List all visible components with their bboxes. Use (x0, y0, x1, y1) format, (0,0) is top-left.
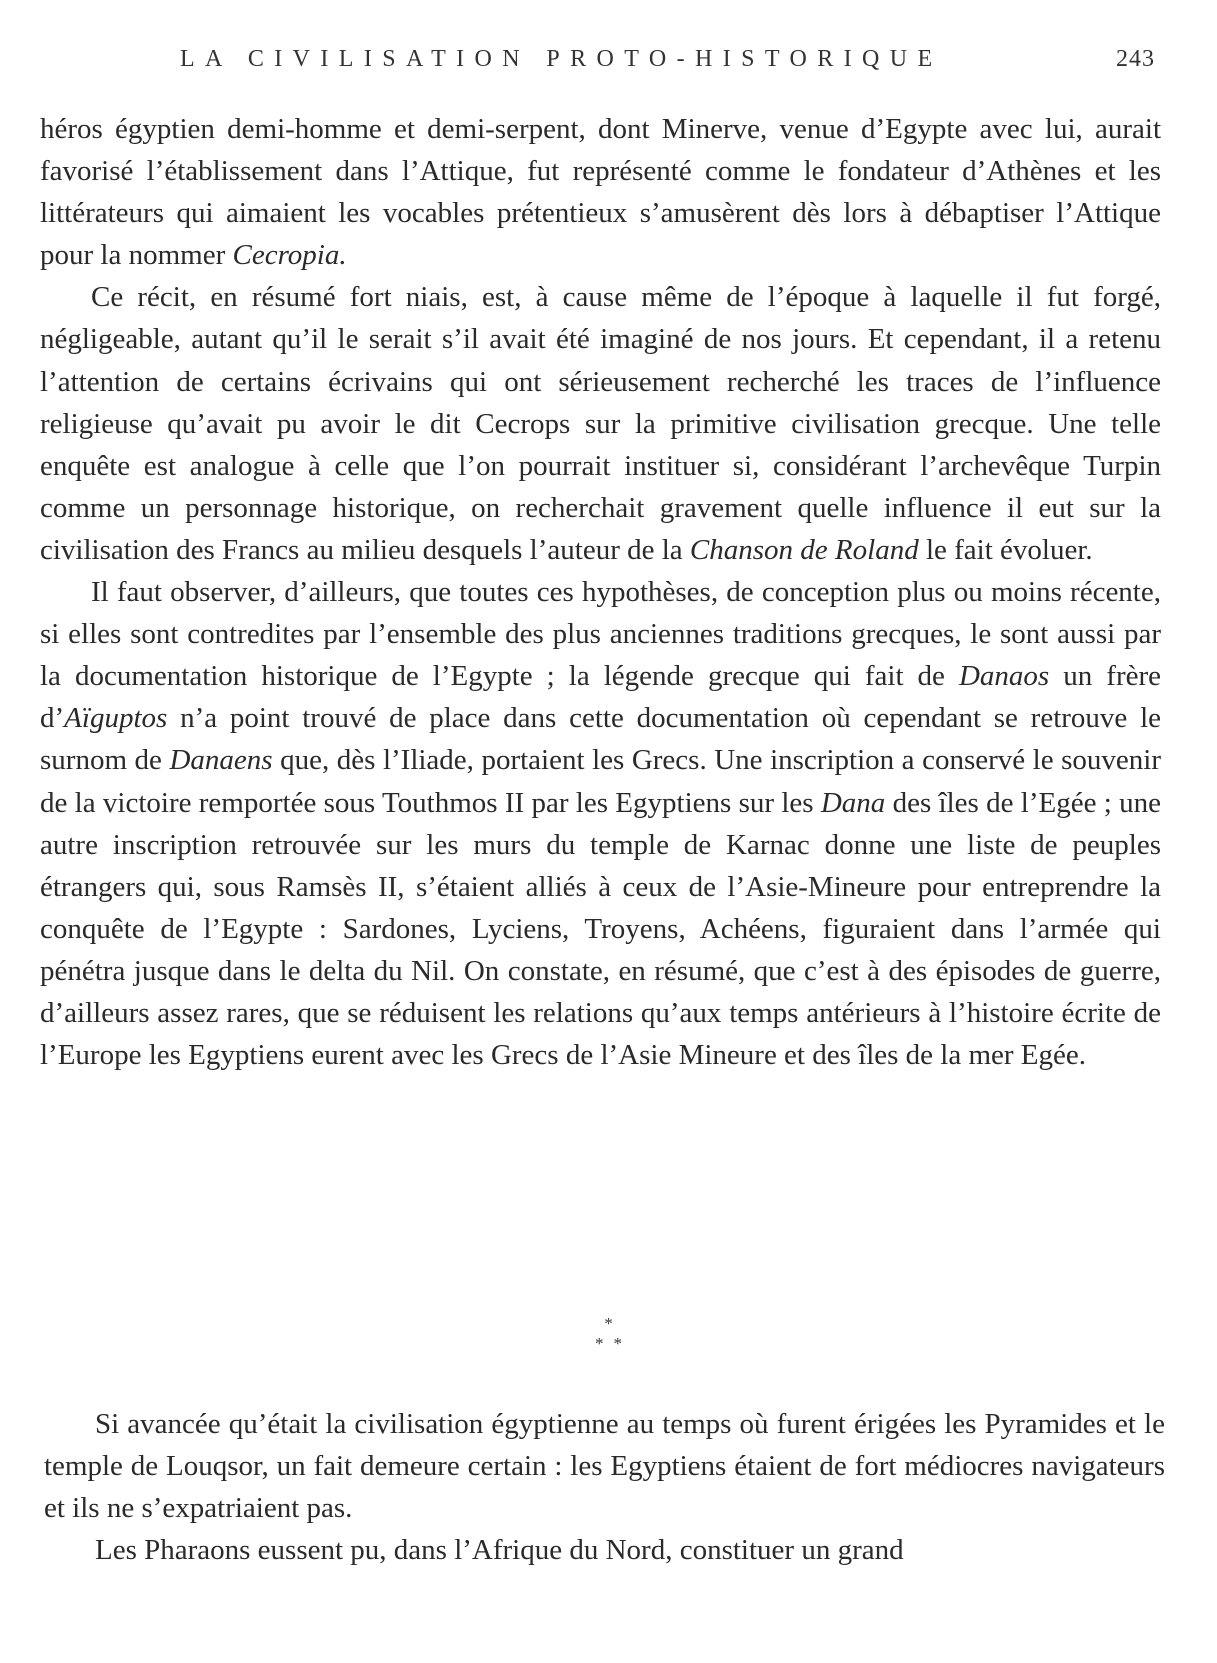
text-run: que, dès l’Iliade, portaient les Grecs. Une inscription a conservé le souvenir de la victoire remportée sous Touthmos II par les Egyptiens sur les (40, 744, 1162, 819)
text-run: des îles de l’Egée ; une autre inscription retrouvée sur les murs du temple de Karnac donne une liste de peuples étrangers qui, sous Ramsès II, s’étaient alliés à ceux de l’Asie-Mineure pour entreprendre la conquête de l’Egypte : Sardones, Lyciens, Troyens, Achéens, figuraient dans l’armée qui pénétra jusque dans le delta du Nil. On constate, en résumé, que c’est à des épisodes de guerre, d’ailleurs assez rares, que se réduisent les relations qu’aux temps antérieurs à l’histoire écrite de l’Europe les Egyptiens eurent avec les Grecs de l’Asie Mineure et des îles de la mer Egée. (40, 786, 1161, 1072)
body-text-upper (40, 108, 1161, 1076)
italic-run: Chanson de Roland (689, 533, 919, 566)
text-run: un frère d’ (40, 660, 1161, 735)
paragraph (44, 1403, 1165, 1529)
text-run: héros égyptien demi-homme et demi-serpent, dont Minerve, venue d’Egypte avec lui, aurait favorisé l’établissement dans l’Attique, fut représenté comme le fondateur d’Athènes et les littérateurs qui aimaient les vocables prétentieux s’amusèrent dès lors à débaptiser l’Attique pour la nommer (40, 113, 1161, 272)
italic-run: Danaens (169, 744, 273, 777)
text-run: Les Pharaons eussent pu, dans l’Afrique du Nord, constituer un grand (95, 1534, 904, 1567)
italic-run: Danaos (958, 660, 1050, 693)
running-title: LA CIVILISATION PROTO-HISTORIQUE (180, 46, 943, 72)
paragraph (40, 571, 1161, 1076)
section-asterism (0, 1314, 1217, 1354)
asterism-top-star: * (604, 1314, 613, 1333)
page-number: 243 (1116, 46, 1155, 72)
paragraph (40, 276, 1161, 571)
italic-run: Cecropia. (232, 239, 347, 272)
asterism-bottom-stars: ** (595, 1334, 632, 1353)
paragraph (44, 1529, 1165, 1571)
body-text-lower (44, 1403, 1165, 1571)
text-run: Si avancée qu’était la civilisation égyptienne au temps où furent érigées les Pyramides et le temple de Louqsor, un fait demeure certain : les Egyptiens étaient de fort médiocres navigateurs et ils ne s’expatriaient pas. (44, 1408, 1165, 1525)
text-run: le fait évoluer. (918, 533, 1093, 566)
text-run: Ce récit, en résumé fort niais, est, à cause même de l’époque à laquelle il fut forgé, négligeable, autant qu’il le serait s’il avait été imaginé de nos jours. Et cependant, il a retenu l’attention de certains écrivains qui ont sérieusement recherché les traces de l’influence religieuse qu’avait pu avoir le dit Cecrops sur la primitive civilisation grecque. Une telle enquête est analogue à celle que l’on pourrait instituer si, considérant l’archevêque Turpin comme un personnage historique, on recherchait gravement quelle influence il eut sur la civilisation des Francs au milieu desquels l’auteur de la (40, 281, 1161, 566)
paragraph (40, 108, 1161, 276)
italic-run: Aïguptos (64, 702, 168, 735)
running-header (180, 46, 1155, 86)
italic-run: Dana (820, 786, 886, 819)
text-run: Il faut observer, d’ailleurs, que toutes ces hypothèses, de conception plus ou moins récente, si elles sont contredites par l’ensemble des plus anciennes traditions grecques, le sont aussi par la documentation historique de l’Egypte ; la légende grecque qui fait de (40, 576, 1161, 693)
text-run: n’a point trouvé de place dans cette documentation où cependant se retrouve le surnom de (40, 702, 1161, 777)
